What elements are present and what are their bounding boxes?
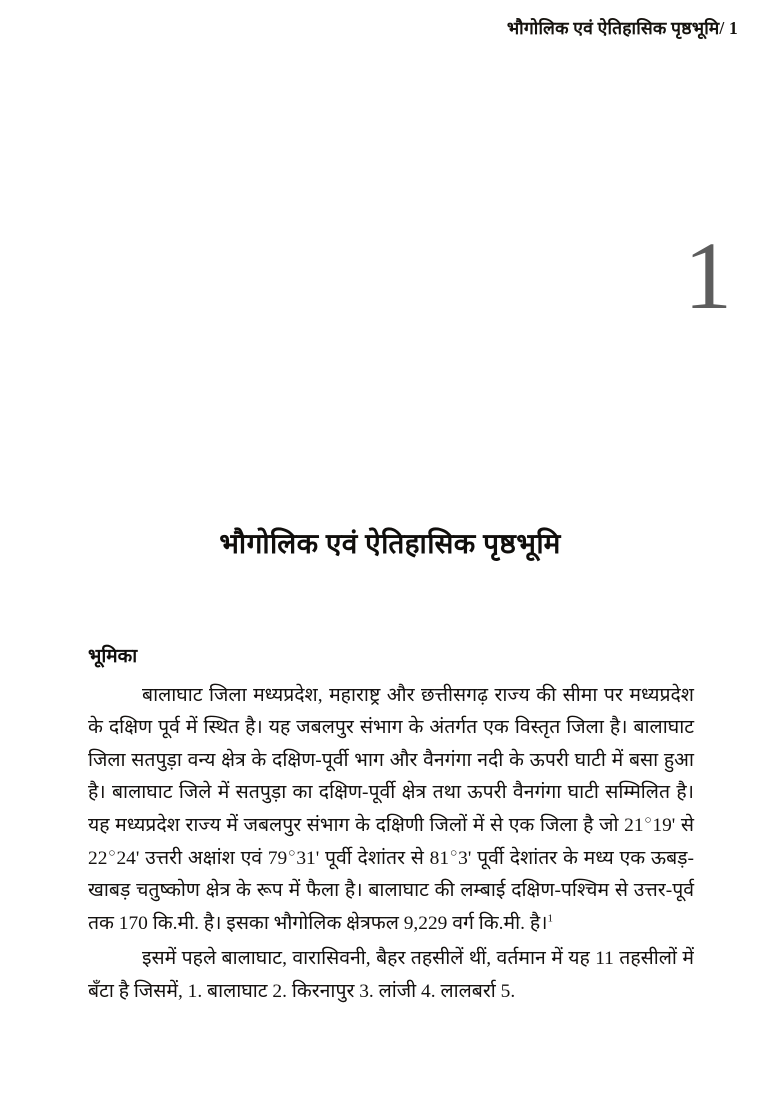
degree-symbol-icon: ○ [449,845,459,860]
paragraph-1-segment-3: 24' उत्तरी अक्षांश एवं 79 [116,847,288,869]
degree-symbol-icon: ○ [643,812,653,827]
paragraph-1-segment-4: 31' पूर्वी देशांतर से 81 [296,847,450,869]
paragraph-1-segment-5: 3' पूर्वी देशांतर के मध्य एक ऊबड़-खाबड़ चतुष्कोण क्षेत्र के रूप में फैला है। बालाघाट की लम्बाई दक्षिण-पश्चिम से उत्तर-पूर्व तक 170 कि.मी. है। इसका भौगोलिक क्षेत्रफल 9,229 वर्ग कि.मी. है। [88,847,695,934]
paragraph-1 [88,680,694,941]
paragraph-1-segment-2: 19' से 22 [88,815,695,869]
paragraph-1-segment-1: बालाघाट जिला मध्यप्रदेश, महाराष्ट्र और छत्तीसगढ़ राज्य की सीमा पर मध्यप्रदेश के दक्षिण पूर्व में स्थित है। यह जबलपुर संभाग के अंतर्गत एक विस्तृत जिला है। बालाघाट जिला सतपुड़ा वन्य क्षेत्र के दक्षिण-पूर्वी भाग और वैनगंगा नदी के ऊपरी घाटी में बसा हुआ है। बालाघाट जिले में सतपुड़ा का दक्षिण-पूर्वी क्षेत्र तथा ऊपरी वैनगंगा घाटी सम्मिलित है। यह मध्यप्रदेश राज्य में जबलपुर संभाग के दक्षिणी जिलों में से एक जिला है जो 21 [88,684,694,837]
section-heading: भूमिका [88,646,138,667]
degree-symbol-icon: ○ [107,845,117,860]
body-text-block [88,645,694,1009]
degree-symbol-icon: ○ [287,845,297,860]
chapter-number: 1 [684,222,732,329]
footnote-reference: 1 [547,912,553,925]
running-header: भौगोलिक एवं ऐतिहासिक पृष्ठभूमि/ 1 [506,18,738,38]
chapter-title: भौगोलिक एवं ऐतिहासिक पृष्ठभूमि [219,528,561,560]
paragraph-2: इसमें पहले बालाघाट, वारासिवनी, बैहर तहसीलें थीं, वर्तमान में यह 11 तहसीलों में बँटा है जिसमें, 1. बालाघाट 2. किरनापुर 3. लांजी 4. लालबर्रा 5. [88,948,694,1003]
